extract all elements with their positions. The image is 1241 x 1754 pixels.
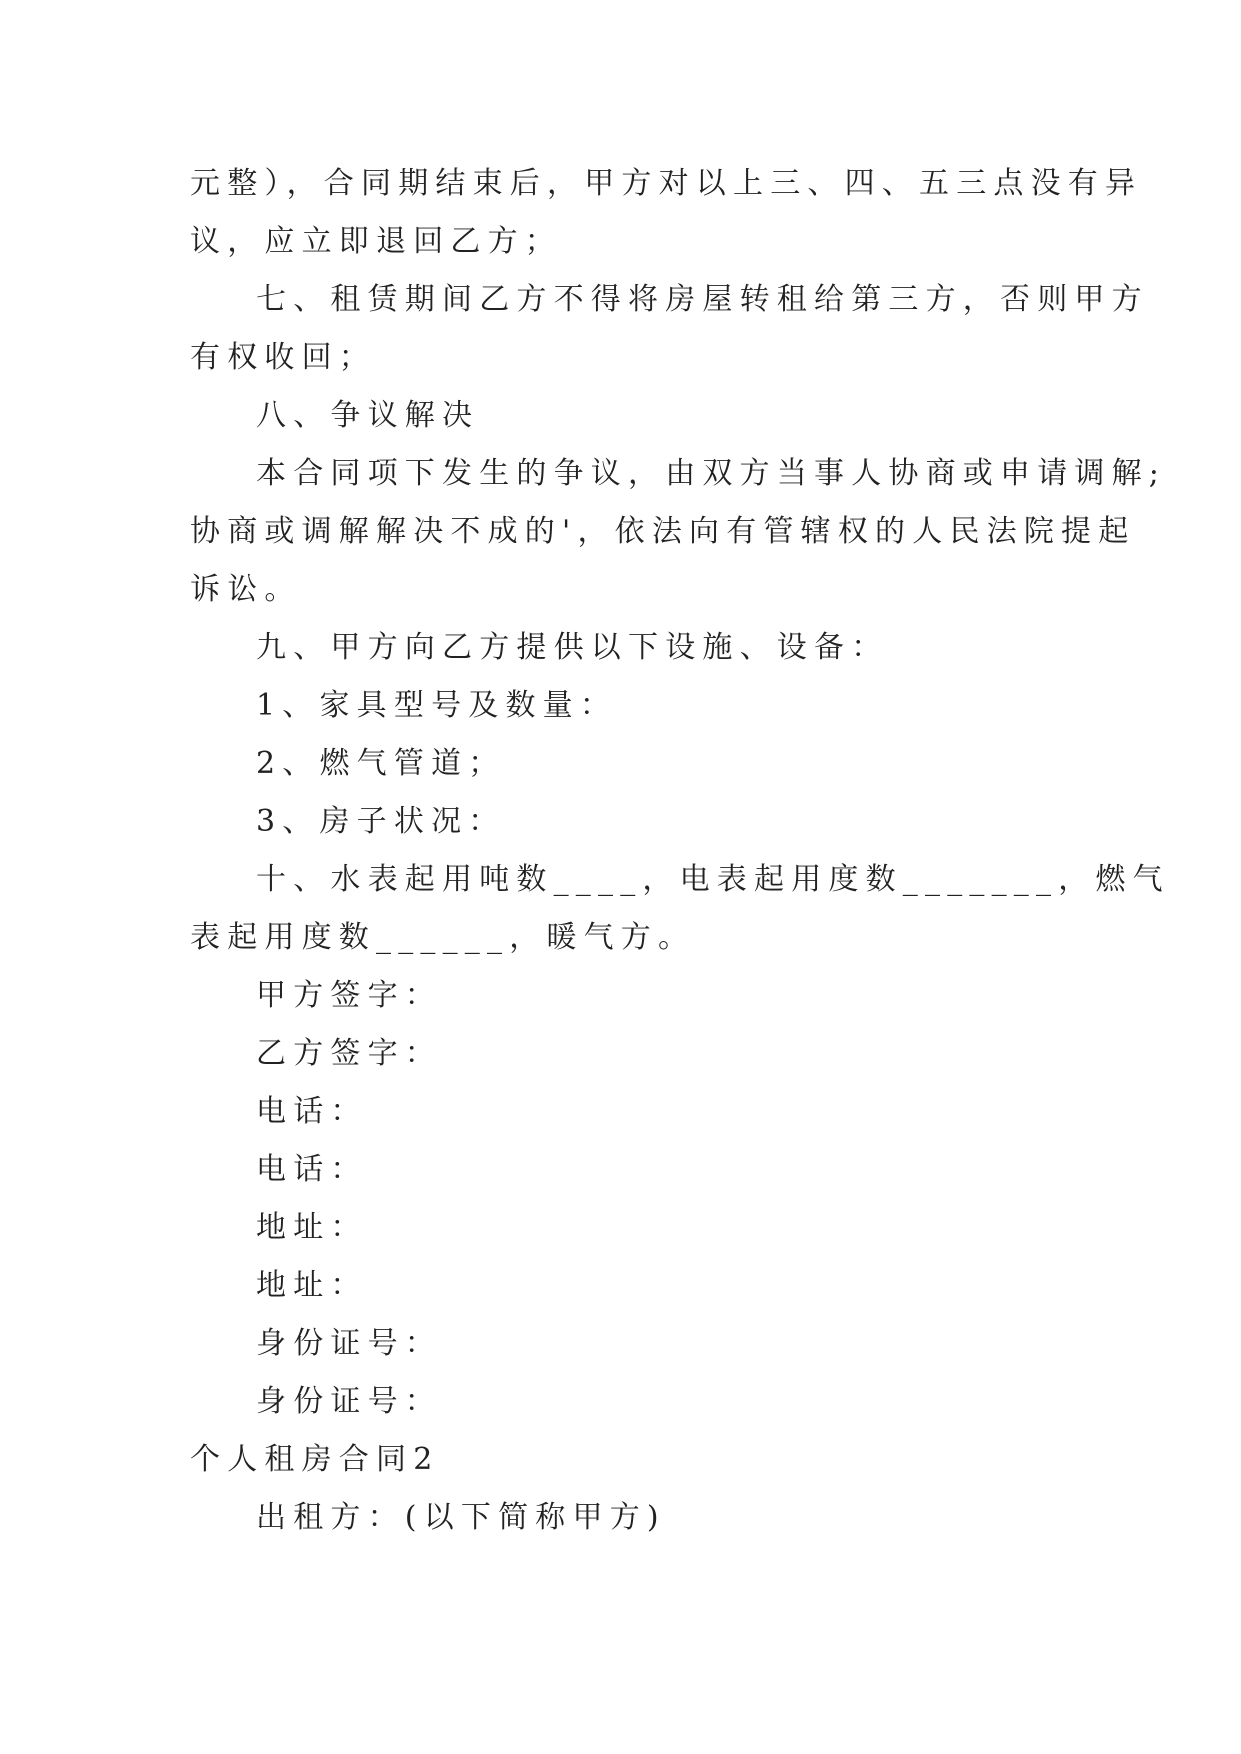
paragraph-line-3: 七、租赁期间乙方不得将房屋转租给第三方，否则甲方 [256, 282, 1149, 317]
paragraph-line-7: 协商或调解解决不成的'，依法向有管辖权的人民法院提起 [190, 514, 1136, 549]
paragraph-line-1: 元整），合同期结束后，甲方对以上三、四、五三点没有异 [190, 166, 1143, 201]
list-item-gas-pipe: 2、燃气管道； [256, 746, 506, 781]
address-field-b: 地址： [256, 1268, 368, 1303]
phone-field-a: 电话： [256, 1094, 368, 1129]
paragraph-line-2: 议，应立即退回乙方； [190, 224, 562, 259]
paragraph-line-8: 诉讼。 [190, 572, 302, 607]
paragraph-line-9: 九、甲方向乙方提供以下设施、设备： [256, 630, 889, 665]
paragraph-line-14: 表起用度数______，暖气方。 [190, 920, 696, 955]
list-item-furniture: 1、家具型号及数量： [256, 688, 618, 723]
list-item-house-condition: 3、房子状况： [256, 804, 506, 839]
paragraph-line-13: 十、水表起用吨数____，电表起用度数_______，燃气 [256, 862, 1170, 897]
address-field-a: 地址： [256, 1210, 368, 1245]
signature-party-a: 甲方签字： [256, 978, 442, 1013]
id-number-field-b: 身份证号： [256, 1384, 442, 1419]
paragraph-line-6: 本合同项下发生的争议，由双方当事人协商或申请调解; [256, 456, 1167, 491]
section-heading-dispute: 八、争议解决 [256, 398, 480, 433]
signature-party-b: 乙方签字： [256, 1036, 442, 1071]
contract-title: 个人租房合同2 [190, 1442, 440, 1477]
lessor-line: 出租方：(以下简称甲方) [256, 1500, 666, 1535]
id-number-field-a: 身份证号： [256, 1326, 442, 1361]
paragraph-line-4: 有权收回； [190, 340, 376, 375]
phone-field-b: 电话： [256, 1152, 368, 1187]
